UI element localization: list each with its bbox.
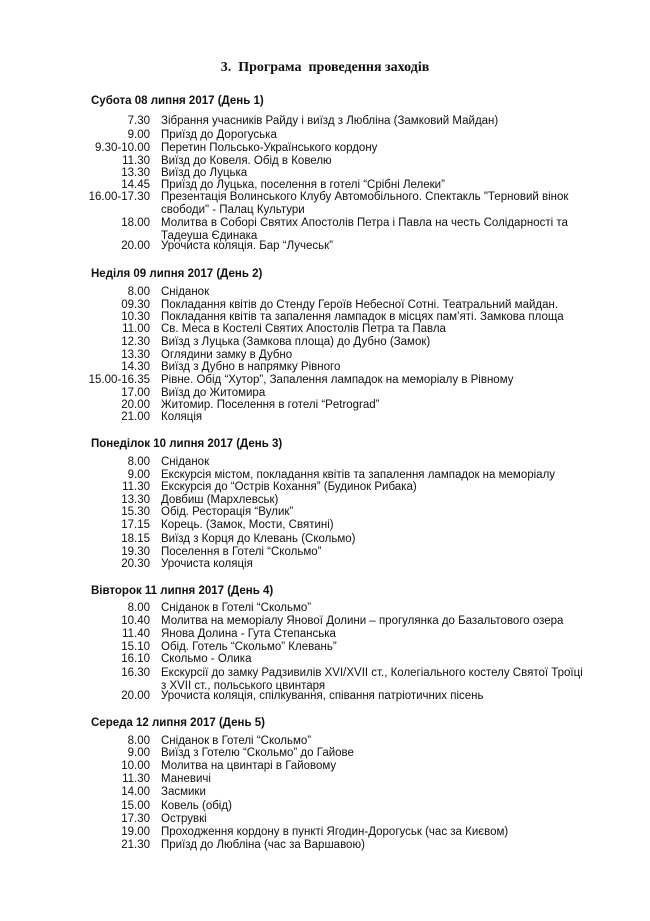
event-time: 10.30 bbox=[121, 311, 150, 323]
event-description: Молитва в Соборі Святих Апостолів Петра і Павла на честь Солідарності та Тадеуша Єдинака bbox=[161, 217, 568, 243]
event-description: Покладання квітів до Стенду Героїв Небесної Сотні. Театральний майдан. bbox=[161, 299, 559, 311]
event-time: 20.00 bbox=[121, 399, 150, 411]
event-time: 10.00 bbox=[121, 760, 150, 772]
event-time: 15.10 bbox=[121, 641, 150, 653]
event-description: Засмики bbox=[161, 786, 206, 798]
event-description: Св. Меса в Костелі Святих Апостолів Петра та Павла bbox=[161, 323, 446, 335]
event-description: Довбиш (Мархлевськ) bbox=[161, 494, 279, 506]
event-description: Сніданок в Готелі “Скольмо” bbox=[161, 602, 312, 614]
event-time: 13.30 bbox=[121, 494, 150, 506]
event-description: Оглядини замку в Дубно bbox=[161, 349, 293, 361]
event-description: Екскурсія до “Острів Кохання” (Будинок Рибака) bbox=[161, 481, 417, 493]
event-time: 17.15 bbox=[121, 519, 150, 531]
event-time: 15.00-16.35 bbox=[88, 374, 150, 386]
event-description: Виїзд з Луцька (Замкова площа) до Дубно (Замок) bbox=[161, 336, 431, 348]
event-description: Молитва на цвинтарі в Гайовому bbox=[161, 760, 337, 772]
event-time: 18.15 bbox=[121, 533, 150, 545]
event-description: Рівне. Обід “Хутор”, Запалення лампадок на меморіалу в Рівному bbox=[161, 374, 514, 386]
event-description: Молитва на меморіалу Янової Долини – прогулянка до Базальтового озера bbox=[161, 615, 564, 627]
event-time: 9.00 bbox=[127, 747, 150, 759]
event-description: Виїзд з Корця до Клевань (Скольмо) bbox=[161, 533, 356, 545]
day-heading: Вівторок 11 липня 2017 (День 4) bbox=[91, 585, 274, 597]
event-description: Зібрання учасників Райду і виїзд з Любліна (Замковий Майдан) bbox=[161, 115, 499, 127]
document-title: 3. Програма проведення заходів bbox=[220, 60, 430, 75]
event-description: Сніданок bbox=[161, 456, 210, 468]
event-time: 15.00 bbox=[121, 800, 150, 812]
event-description: Острувкі bbox=[161, 813, 207, 825]
event-description: Поселення в Готелі “Скольмо” bbox=[161, 546, 322, 558]
event-time: 14.30 bbox=[121, 361, 150, 373]
event-description: Маневичі bbox=[161, 773, 211, 785]
event-description: Презентація Волинського Клубу Автомобільного. Спектакль "Терновий вінок свободи" - Палац Культури bbox=[161, 191, 569, 217]
event-time: 9.00 bbox=[127, 469, 150, 481]
event-description: Перетин Польсько-Українського кордону bbox=[161, 142, 378, 154]
event-description: Урочиста коляція. Бар “Лучеськ” bbox=[161, 240, 334, 252]
event-description: Приїзд до Луцька, поселення в готелі “Срібні Лелеки” bbox=[161, 179, 445, 191]
event-time: 11.30 bbox=[122, 155, 150, 167]
event-time: 9.00 bbox=[127, 129, 150, 141]
event-time: 9.30-10.00 bbox=[95, 142, 150, 154]
event-time: 09.30 bbox=[121, 299, 150, 311]
event-time: 19.30 bbox=[121, 546, 150, 558]
event-description: Обід. Готель “Скольмо” Клевань” bbox=[161, 641, 337, 653]
event-description: Приїзд до Дорогуська bbox=[161, 129, 277, 141]
event-description: Сніданок в Готелі “Скольмо” bbox=[161, 735, 312, 747]
event-time: 21.00 bbox=[121, 411, 150, 423]
event-time: 11.30 bbox=[122, 773, 150, 785]
event-time: 8.00 bbox=[127, 286, 150, 298]
event-time: 12.30 bbox=[121, 336, 150, 348]
event-time: 13.30 bbox=[121, 167, 150, 179]
event-description: Екскурсії до замку Радзивилів XVI/XVII ст., Колегіального костелу Святої Троїці з XVII ст., польського цвинтаря bbox=[161, 667, 583, 693]
event-description: Ковель (обід) bbox=[161, 800, 232, 812]
event-time: 8.00 bbox=[127, 456, 150, 468]
event-time: 16.30 bbox=[121, 667, 150, 679]
event-time: 16.00-17.30 bbox=[88, 191, 150, 203]
event-description: Урочиста коляція, спілкування, співання патріотичних пісень bbox=[161, 690, 484, 702]
event-description: Виїзд до Луцька bbox=[161, 167, 248, 179]
event-time: 11.00 bbox=[122, 323, 150, 335]
event-time: 17.30 bbox=[121, 813, 150, 825]
day-heading: Середа 12 липня 2017 (День 5) bbox=[91, 717, 265, 729]
event-description: Житомир. Поселення в готелі “Petrograd” bbox=[161, 399, 380, 411]
event-description: Урочиста коляція bbox=[161, 558, 253, 570]
event-description: Екскурсія містом, покладання квітів та запалення лампадок на меморіалу bbox=[161, 469, 556, 481]
event-time: 13.30 bbox=[121, 349, 150, 361]
event-time: 20.00 bbox=[121, 690, 150, 702]
event-description: Обід. Ресторація “Вулик” bbox=[161, 506, 294, 518]
day-heading: Понеділок 10 липня 2017 (День 3) bbox=[91, 438, 283, 450]
event-time: 19.00 bbox=[121, 826, 150, 838]
event-time: 18.00 bbox=[121, 217, 150, 229]
event-description: Скольмо - Олика bbox=[161, 653, 252, 665]
event-description: Виїзд до Ковеля. Обід в Ковелю bbox=[161, 155, 332, 167]
event-description: Виїзд з Дубно в напрямку Рівного bbox=[161, 361, 341, 373]
event-time: 21.30 bbox=[121, 839, 150, 851]
event-description: Корець. (Замок, Мости, Святині) bbox=[161, 519, 334, 531]
event-time: 8.00 bbox=[127, 602, 150, 614]
event-time: 10.40 bbox=[121, 615, 150, 627]
event-description: Янова Долина - Гута Степанська bbox=[161, 628, 336, 640]
event-description: Приїзд до Любліна (час за Варшавою) bbox=[161, 839, 365, 851]
event-description: Сніданок bbox=[161, 286, 210, 298]
event-time: 20.30 bbox=[121, 558, 150, 570]
event-time: 8.00 bbox=[127, 735, 150, 747]
event-time: 14.45 bbox=[121, 179, 150, 191]
event-time: 7.30 bbox=[127, 115, 150, 127]
event-description: Покладання квітів та запалення лампадок в місцях пам’яті. Замкова площа bbox=[161, 311, 564, 323]
day-heading: Субота 08 липня 2017 (День 1) bbox=[91, 95, 264, 107]
event-time: 17.00 bbox=[121, 387, 150, 399]
event-time: 16.10 bbox=[121, 653, 150, 665]
event-description: Проходження кордону в пункті Ягодин-Дорогуськ (час за Києвом) bbox=[161, 826, 509, 838]
event-description: Виїзд з Готелю “Скольмо” до Гайове bbox=[161, 747, 354, 759]
event-description: Коляція bbox=[161, 411, 203, 423]
event-time: 15.30 bbox=[121, 506, 150, 518]
event-time: 14.00 bbox=[121, 786, 150, 798]
day-heading: Неділя 09 липня 2017 (День 2) bbox=[91, 268, 263, 280]
event-time: 11.30 bbox=[122, 481, 150, 493]
event-time: 11.40 bbox=[122, 628, 150, 640]
event-time: 20.00 bbox=[121, 240, 150, 252]
event-description: Виїзд до Житомира bbox=[161, 387, 266, 399]
